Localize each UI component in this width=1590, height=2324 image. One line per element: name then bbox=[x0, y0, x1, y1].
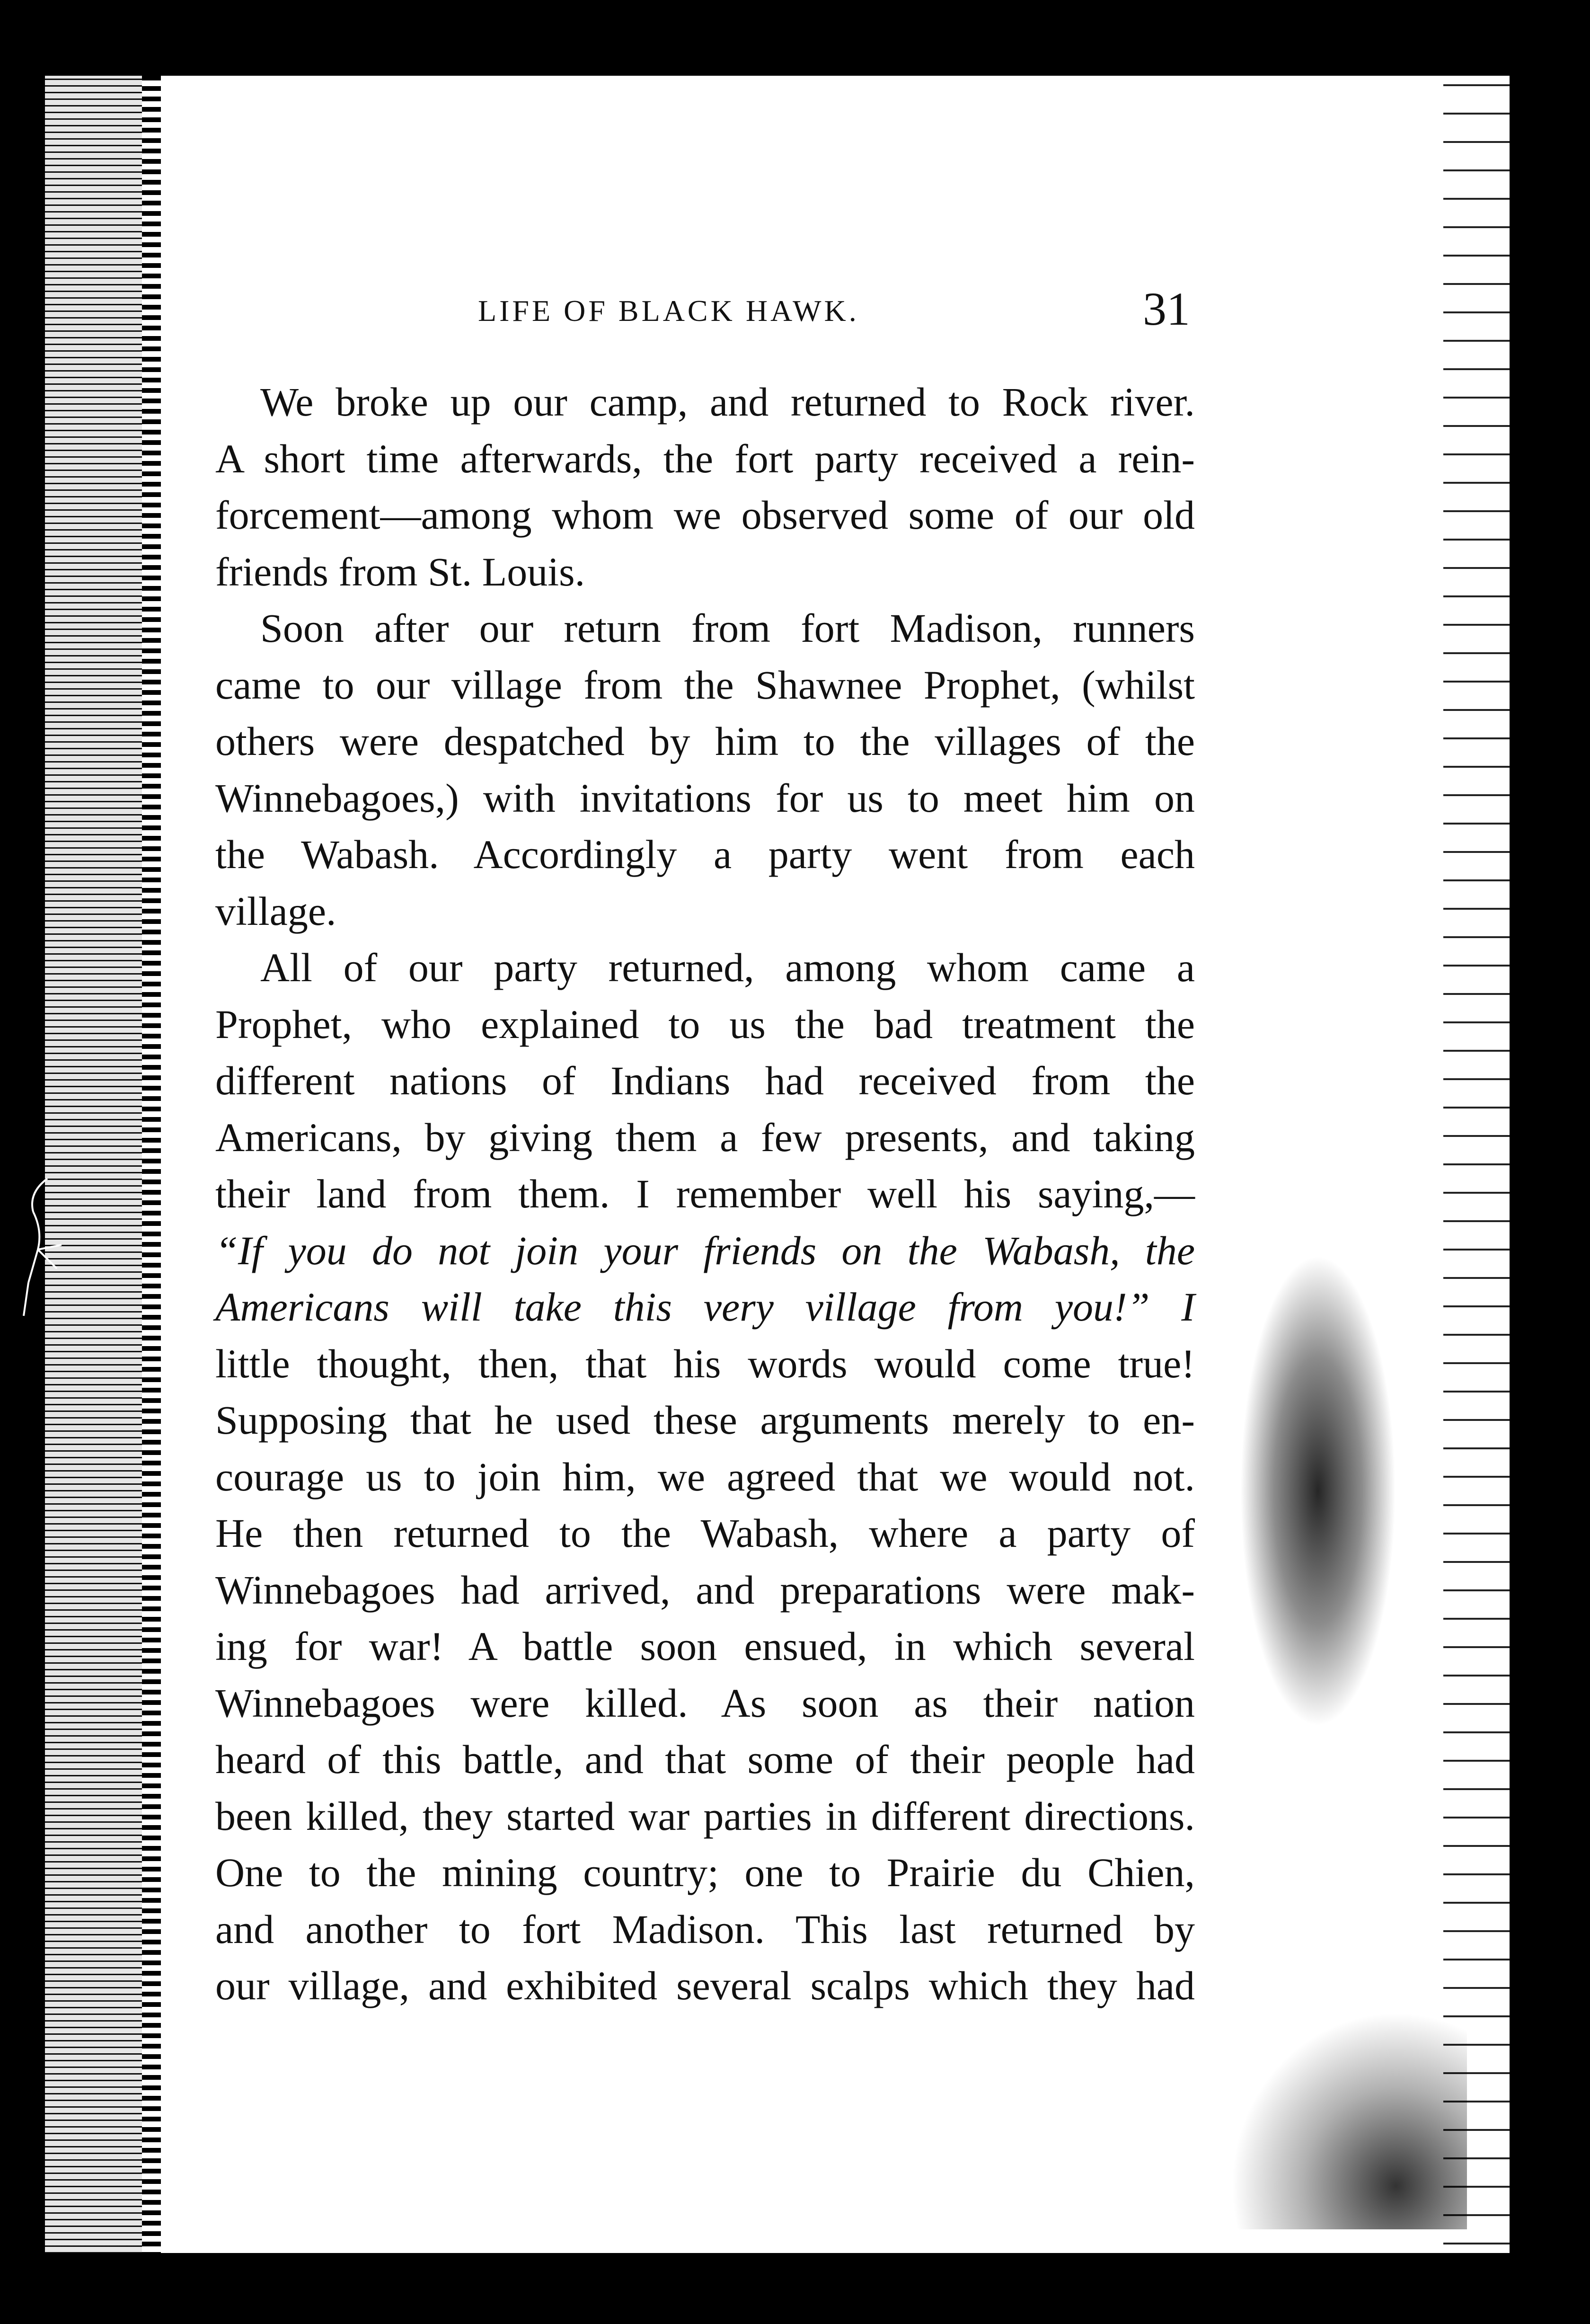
text-line: their land from them. I remember well his saying,— bbox=[215, 1171, 1195, 1216]
binding-shadow bbox=[142, 76, 161, 2253]
text-line: village. bbox=[215, 888, 336, 934]
text-line: different nations of Indians had received from the bbox=[215, 1058, 1195, 1103]
running-head: LIFE OF BLACK HAWK. bbox=[478, 294, 859, 328]
text-line: Supposing that he used these arguments merely to en- bbox=[215, 1397, 1195, 1443]
text-line: ing for war! A battle soon ensued, in which several bbox=[215, 1623, 1195, 1669]
text-line: Winnebagoes had arrived, and preparations were mak- bbox=[215, 1567, 1195, 1613]
text-line: forcement—among whom we observed some of our old bbox=[215, 492, 1195, 538]
text-line: others were despatched by him to the villages of the bbox=[215, 718, 1195, 764]
text-line: He then returned to the Wabash, where a party of bbox=[215, 1510, 1195, 1556]
page-number: 31 bbox=[1143, 283, 1190, 335]
text-line: came to our village from the Shawnee Prophet, (whilst bbox=[215, 662, 1195, 708]
text-line: One to the mining country; one to Prairie du Chien, bbox=[215, 1850, 1195, 1895]
text-line: been killed, they started war parties in different directions. bbox=[215, 1793, 1195, 1839]
text-line: heard of this battle, and that some of their people had bbox=[215, 1737, 1195, 1782]
text-line: our village, and exhibited several scalps which they had bbox=[215, 1963, 1195, 2008]
text-line: friends from St. Louis. bbox=[215, 549, 585, 594]
page-edge-right bbox=[1443, 76, 1510, 2253]
body-text bbox=[215, 374, 1195, 2014]
text-line: All of our party returned, among whom came a bbox=[260, 945, 1195, 990]
text-line: the Wabash. Accordingly a party went from each bbox=[215, 832, 1195, 877]
text-line: Winnebagoes were killed. As soon as their nation bbox=[215, 1680, 1195, 1726]
text-line: and another to fort Madison. This last returned by bbox=[215, 1906, 1195, 1952]
text-line: Americans, by giving them a few presents, and taking bbox=[215, 1114, 1195, 1160]
page-edge-left bbox=[45, 76, 142, 2253]
ink-smudge-bottom bbox=[1230, 2012, 1467, 2229]
margin-pencil-mark bbox=[19, 1174, 99, 1325]
text-line: A short time afterwards, the fort party received a rein- bbox=[215, 435, 1195, 481]
text-line: Winnebagoes,) with invitations for us to meet him on bbox=[215, 775, 1195, 821]
text-line: little thought, then, that his words would come true! bbox=[215, 1340, 1195, 1386]
text-line: Soon after our return from fort Madison, runners bbox=[260, 605, 1195, 651]
text-line: “If you do not join your friends on the Wabash, the bbox=[215, 1227, 1195, 1273]
text-line: We broke up our camp, and returned to Rock river. bbox=[260, 379, 1195, 425]
ink-smudge bbox=[1240, 1254, 1396, 1728]
text-line: Prophet, who explained to us the bad treatment the bbox=[215, 1001, 1195, 1047]
text-line: courage us to join him, we agreed that we would not. bbox=[215, 1454, 1195, 1499]
text-line: Americans will take this very village from you!” I bbox=[215, 1284, 1195, 1330]
